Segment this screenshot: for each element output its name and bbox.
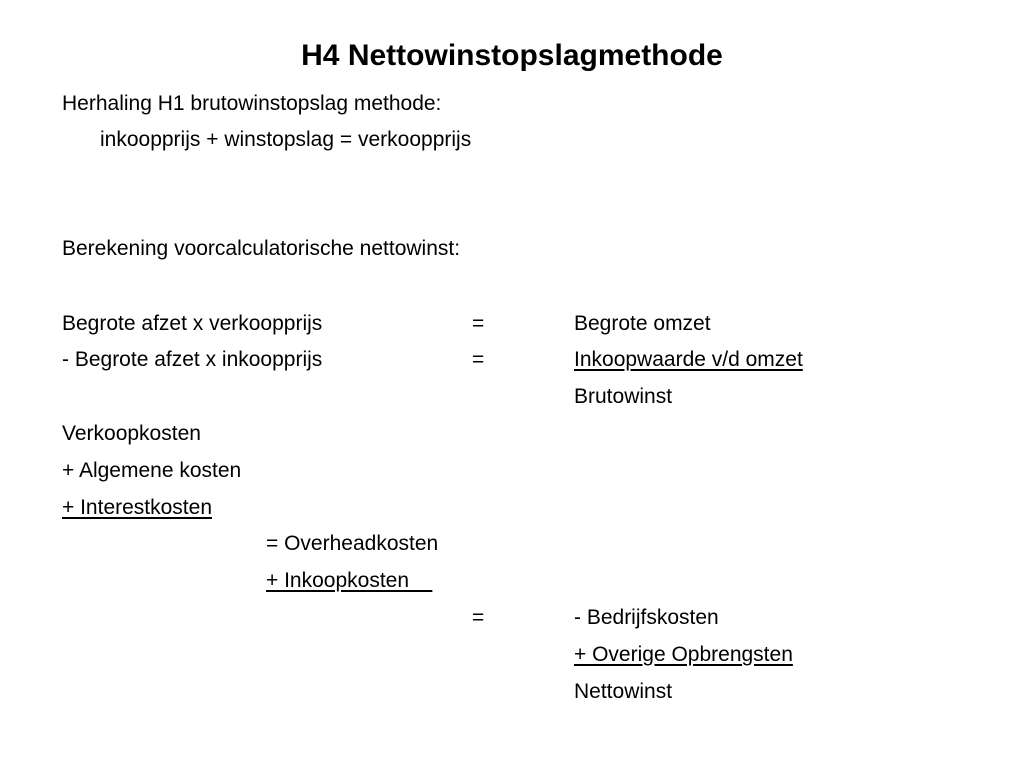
row1-equals: = (472, 312, 485, 335)
calc-heading: Berekening voorcalculatorische nettowinst: (62, 237, 461, 260)
row2-left: - Begrote afzet x inkoopprijs (62, 348, 323, 371)
nettowinst-label: Nettowinst (574, 680, 673, 703)
row1-left: Begrote afzet x verkoopprijs (62, 312, 323, 335)
row2-equals: = (472, 348, 485, 371)
row2-right: Inkoopwaarde v/d omzet (574, 348, 803, 371)
verkoopkosten-label: Verkoopkosten (62, 422, 201, 445)
row1-right: Begrote omzet (574, 312, 711, 335)
final-equals: = (472, 606, 485, 629)
algemene-kosten-label: + Algemene kosten (62, 459, 242, 482)
recap-formula: inkoopprijs + winstopslag = verkoopprijs (100, 128, 472, 151)
overheadkosten-label: = Overheadkosten (266, 532, 439, 555)
inkoopkosten-label: + Inkoopkosten (266, 569, 433, 592)
overige-opbrengsten-label: + Overige Opbrengsten (574, 643, 793, 666)
recap-heading: Herhaling H1 brutowinstopslag methode: (62, 92, 442, 115)
interestkosten-label: + Interestkosten (62, 496, 213, 519)
brutowinst-label: Brutowinst (574, 385, 673, 408)
slide-title: H4 Nettowinstopslagmethode (301, 39, 723, 72)
bedrijfskosten-label: - Bedrijfskosten (574, 606, 719, 629)
